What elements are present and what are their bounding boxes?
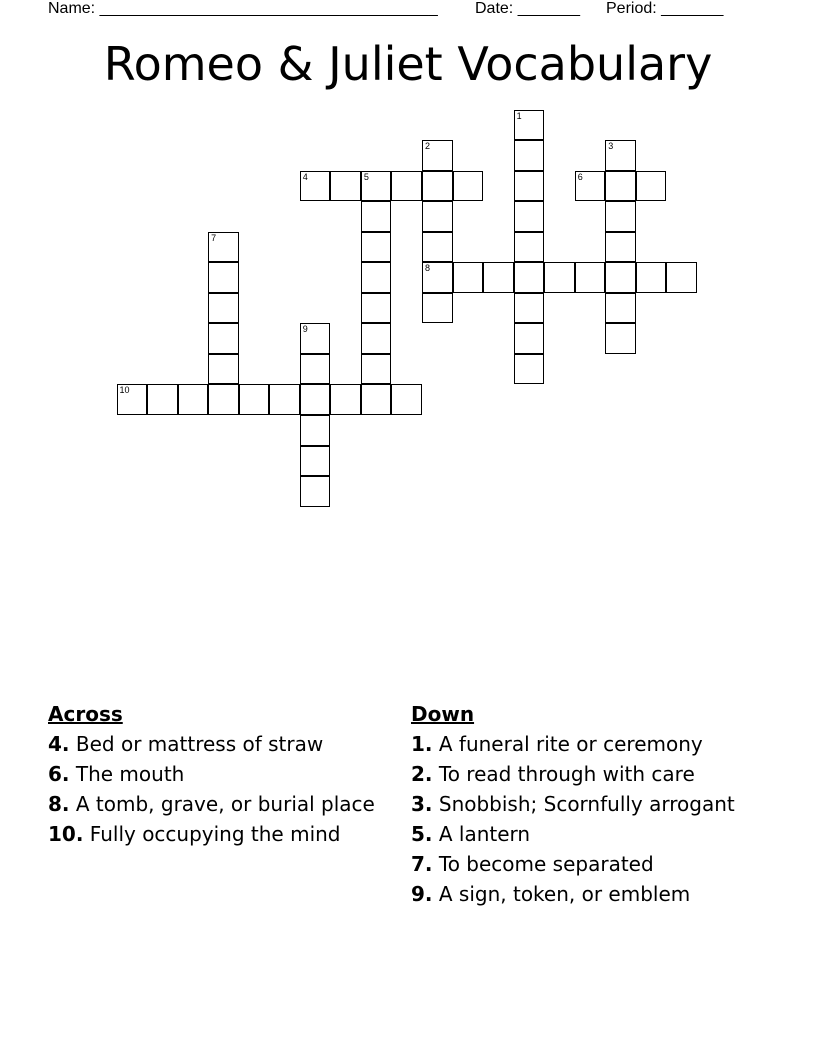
clue-number: 1. — [411, 732, 433, 756]
clue-text: A lantern — [438, 822, 531, 846]
crossword-cell[interactable] — [605, 323, 636, 354]
crossword-cell[interactable] — [239, 384, 270, 415]
down-clue — [411, 732, 771, 757]
crossword-cell[interactable] — [361, 354, 392, 385]
crossword-cell[interactable] — [514, 232, 545, 263]
crossword-cell[interactable] — [514, 201, 545, 232]
crossword-cell[interactable] — [422, 293, 453, 324]
crossword-cell[interactable] — [422, 201, 453, 232]
clue-text: Snobbish; Scornfully arrogant — [438, 792, 735, 816]
name-field[interactable]: Name: ______________________________________ — [48, 0, 438, 17]
crossword-cell[interactable] — [605, 262, 636, 293]
crossword-cell[interactable] — [575, 171, 606, 202]
crossword-cell[interactable] — [208, 384, 239, 415]
crossword-cell[interactable] — [178, 384, 209, 415]
clue-number: 4. — [48, 732, 70, 756]
clue-text: A tomb, grave, or burial place — [75, 792, 375, 816]
crossword-cell[interactable] — [361, 171, 392, 202]
crossword-cell[interactable] — [269, 384, 300, 415]
cell-number: 10 — [119, 385, 130, 396]
down-clue — [411, 852, 771, 877]
clue-text: The mouth — [75, 762, 185, 786]
crossword-cell[interactable] — [147, 384, 178, 415]
crossword-cell[interactable] — [300, 323, 331, 354]
crossword-cell[interactable] — [300, 171, 331, 202]
crossword-cell[interactable] — [391, 384, 422, 415]
down-heading: Down — [411, 702, 475, 726]
crossword-cell[interactable] — [605, 232, 636, 263]
crossword-cell[interactable] — [361, 232, 392, 263]
crossword-cell[interactable] — [208, 262, 239, 293]
crossword-cell[interactable] — [422, 171, 453, 202]
crossword-cell[interactable] — [453, 262, 484, 293]
down-clue — [411, 882, 771, 907]
crossword-cell[interactable] — [361, 262, 392, 293]
cell-number: 6 — [577, 171, 583, 182]
cell-number: 7 — [211, 232, 217, 243]
down-clues — [411, 702, 771, 912]
clue-number: 8. — [48, 792, 70, 816]
crossword-cell[interactable] — [422, 140, 453, 171]
crossword-cell[interactable] — [208, 323, 239, 354]
crossword-cell[interactable] — [422, 262, 453, 293]
crossword-cell[interactable] — [208, 293, 239, 324]
clue-number: 6. — [48, 762, 70, 786]
cell-number: 8 — [425, 263, 431, 274]
down-clue — [411, 792, 771, 817]
across-clue — [48, 732, 383, 757]
crossword-cell[interactable] — [300, 415, 331, 446]
crossword-cell[interactable] — [605, 140, 636, 171]
crossword-cell[interactable] — [300, 446, 331, 477]
clue-text: To read through with care — [438, 762, 695, 786]
crossword-cell[interactable] — [636, 171, 667, 202]
period-field[interactable]: Period: _______ — [606, 0, 724, 17]
crossword-cell[interactable] — [605, 293, 636, 324]
crossword-cell[interactable] — [666, 262, 697, 293]
crossword-cell[interactable] — [422, 232, 453, 263]
crossword-cell[interactable] — [605, 171, 636, 202]
crossword-cell[interactable] — [391, 171, 422, 202]
clue-number: 10. — [48, 822, 84, 846]
clue-text: Bed or mattress of straw — [75, 732, 324, 756]
clue-number: 2. — [411, 762, 433, 786]
across-clues — [48, 702, 383, 852]
crossword-cell[interactable] — [330, 384, 361, 415]
clue-number: 9. — [411, 882, 433, 906]
clue-text: A funeral rite or ceremony — [438, 732, 703, 756]
crossword-cell[interactable] — [300, 384, 331, 415]
cell-number: 2 — [425, 141, 431, 152]
crossword-cell[interactable] — [605, 201, 636, 232]
down-clue — [411, 822, 771, 847]
page-title: Romeo & Juliet Vocabulary — [103, 37, 713, 91]
across-clue — [48, 792, 383, 817]
crossword-cell[interactable] — [361, 201, 392, 232]
clue-number: 3. — [411, 792, 433, 816]
crossword-cell[interactable] — [575, 262, 606, 293]
cell-number: 9 — [302, 324, 308, 335]
cell-number: 4 — [302, 171, 308, 182]
crossword-cell[interactable] — [330, 171, 361, 202]
crossword-cell[interactable] — [361, 293, 392, 324]
clue-number: 7. — [411, 852, 433, 876]
across-clue — [48, 822, 383, 847]
clue-text: To become separated — [438, 852, 654, 876]
crossword-cell[interactable] — [208, 354, 239, 385]
crossword-cell[interactable] — [514, 110, 545, 141]
crossword-cell[interactable] — [300, 476, 331, 507]
across-clue — [48, 762, 383, 787]
crossword-cell[interactable] — [453, 171, 484, 202]
crossword-cell[interactable] — [514, 354, 545, 385]
crossword-cell[interactable] — [514, 171, 545, 202]
crossword-cell[interactable] — [514, 323, 545, 354]
crossword-cell[interactable] — [636, 262, 667, 293]
crossword-cell[interactable] — [208, 232, 239, 263]
crossword-cell[interactable] — [361, 323, 392, 354]
cell-number: 1 — [516, 110, 522, 121]
down-clue — [411, 762, 771, 787]
crossword-cell[interactable] — [483, 262, 514, 293]
crossword-cell[interactable] — [514, 293, 545, 324]
cell-number: 3 — [608, 141, 614, 152]
cell-number: 5 — [363, 171, 369, 182]
crossword-cell[interactable] — [117, 384, 148, 415]
date-field[interactable]: Date: _______ — [475, 0, 580, 17]
clue-text: Fully occupying the mind — [89, 822, 341, 846]
crossword-cell[interactable] — [361, 384, 392, 415]
crossword-cell[interactable] — [300, 354, 331, 385]
crossword-cell[interactable] — [514, 262, 545, 293]
across-heading: Across — [48, 702, 123, 726]
clue-text: A sign, token, or emblem — [438, 882, 691, 906]
crossword-cell[interactable] — [514, 140, 545, 171]
crossword-cell[interactable] — [544, 262, 575, 293]
clue-number: 5. — [411, 822, 433, 846]
